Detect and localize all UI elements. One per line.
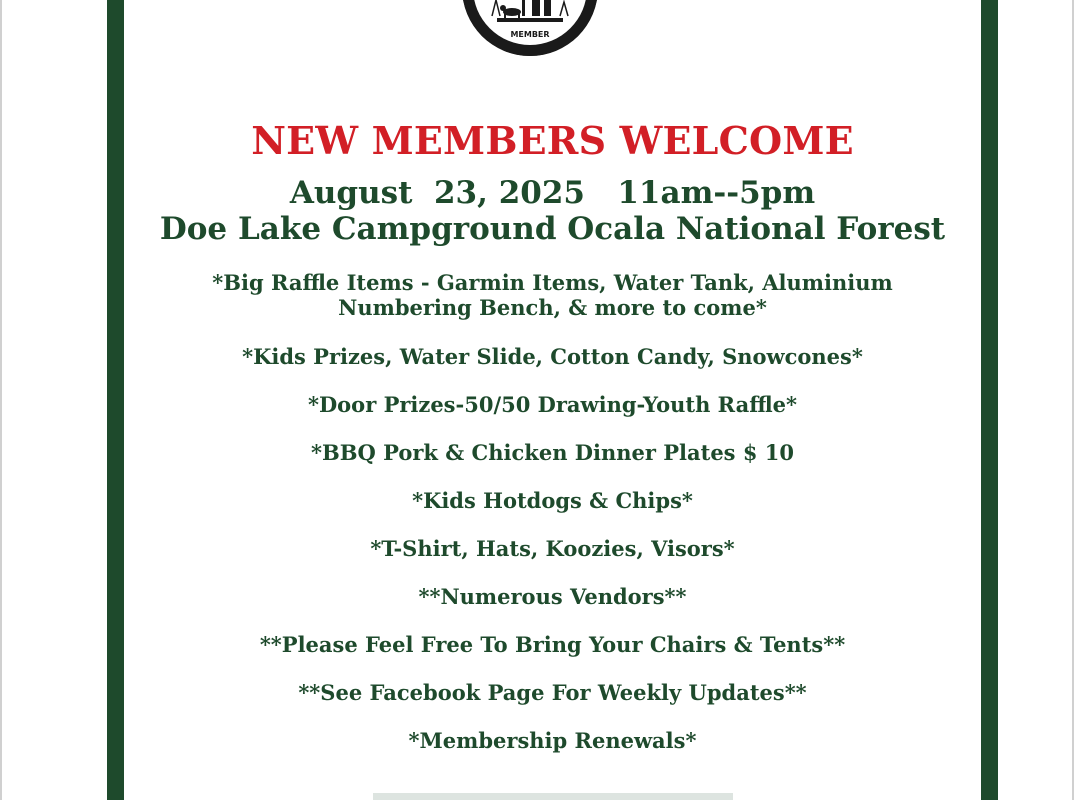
cutoff-text-line <box>124 790 981 800</box>
event-location: Doe Lake Campground Ocala National Forest <box>159 211 946 247</box>
list-item: *Big Raffle Items - Garmin Items, Water Tank, Aluminium Numbering Bench, & more to come* <box>212 270 893 320</box>
event-items-list <box>124 270 981 776</box>
list-item: *Door Prizes-50/50 Drawing-Youth Raffle* <box>307 392 798 417</box>
list-item: *Kids Prizes, Water Slide, Cotton Candy, Snowcones* <box>242 344 863 369</box>
list-item: **See Facebook Page For Weekly Updates** <box>298 680 807 705</box>
list-item: *Kids Hotdogs & Chips* <box>412 488 693 513</box>
list-item: **Please Feel Free To Bring Your Chairs & Tents** <box>259 632 846 657</box>
list-item: *BBQ Pork & Chicken Dinner Plates $ 10 <box>311 440 794 465</box>
screen-edge-left <box>0 0 2 800</box>
list-item: *Membership Renewals* <box>408 728 697 753</box>
list-item: **Numerous Vendors** <box>418 584 687 609</box>
flyer-content <box>124 0 981 800</box>
event-date-time: August 23, 2025 11am--5pm <box>289 175 816 211</box>
headline: NEW MEMBERS WELCOME <box>251 118 854 163</box>
flyer-border-left <box>107 0 124 800</box>
list-item: *T-Shirt, Hats, Koozies, Visors* <box>370 536 735 561</box>
logo-caption: MEMBER <box>510 30 550 39</box>
flyer-border-right <box>981 0 998 800</box>
